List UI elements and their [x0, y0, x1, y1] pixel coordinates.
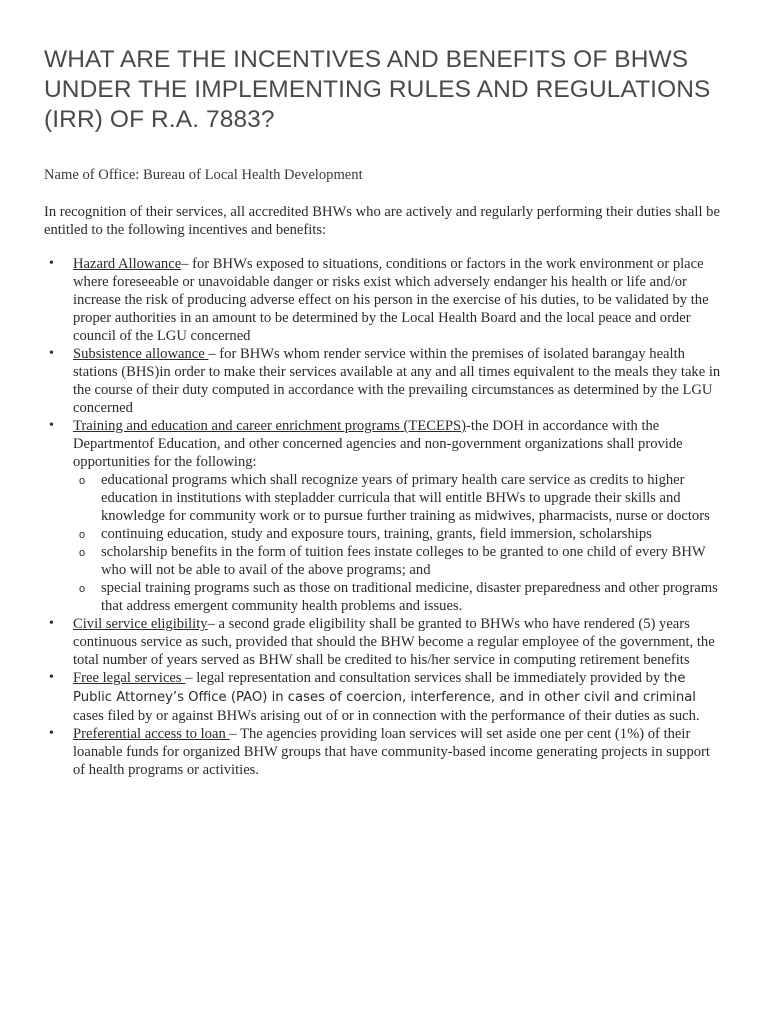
- benefit-civil-service-eligibility: [44, 615, 724, 669]
- bullet-icon: •: [49, 670, 54, 685]
- sub-item-text: scholarship benefits in the form of tuition fees instate colleges to be granted to one child of every BHW who will not be able to avail of the above programs; and: [101, 544, 706, 578]
- bullet-icon: •: [49, 346, 54, 361]
- circle-bullet-icon: o: [79, 475, 86, 487]
- benefit-subsistence-allowance: [44, 345, 724, 417]
- benefit-description: – The agencies providing loan services will set aside one per cent (1%) of their loanable funds for organized BHW groups that have community-based income generating projects in support of health programs or activities.: [73, 726, 710, 778]
- sub-list-item: [73, 525, 724, 543]
- benefit-description: – legal representation and consultation services shall be immediately provided by: [185, 670, 664, 686]
- circle-bullet-icon: o: [79, 529, 86, 541]
- sub-list-item: [73, 471, 724, 525]
- benefit-term: Subsistence allowance: [73, 346, 209, 362]
- benefit-description: -the DOH in accordance with the Departmentof Education, and other concerned agencies and non-government organizations shall provide opportunities for the following:: [73, 418, 683, 470]
- page-title: WHAT ARE THE INCENTIVES AND BENEFITS OF BHWS UNDER THE IMPLEMENTING RULES AND REGULATIONS (IRR) OF R.A. 7883?: [44, 46, 711, 133]
- benefit-description: – a second grade eligibility shall be granted to BHWs who have rendered (5) years continuous service as such, provided that should the BHW become a regular employee of the government, the total number of years served as BHW shall be credited to his/her service in computing retirement benefits: [73, 616, 715, 668]
- sub-item-text: educational programs which shall recognize years of primary health care service as credits to higher education in institutions with stepladder curricula that will entitle BHWs to upgrade their skills and knowledge for community work or to pursue further training as midwives, pharmacists, nurse or doctors: [101, 472, 710, 524]
- teceps-sub-list: [73, 471, 724, 615]
- sub-item-text: special training programs such as those on traditional medicine, disaster preparedness and other programs that address emergent community health problems and issues.: [101, 580, 718, 614]
- benefit-preferential-loan-access: [44, 725, 724, 779]
- benefit-hazard-allowance: [44, 255, 724, 345]
- circle-bullet-icon: o: [79, 583, 86, 595]
- benefit-term: Hazard Allowance: [73, 256, 182, 272]
- sub-list-item: [73, 543, 724, 579]
- sub-item-text: continuing education, study and exposure tours, training, grants, field immersion, scholarships: [101, 526, 652, 542]
- circle-bullet-icon: o: [79, 547, 86, 559]
- intro-paragraph: In recognition of their services, all accredited BHWs who are actively and regularly performing their duties shall be entitled to the following incentives and benefits:: [44, 204, 720, 238]
- bullet-icon: •: [49, 256, 54, 271]
- bullet-icon: •: [49, 726, 54, 741]
- benefit-teceps: [44, 417, 724, 615]
- benefit-term: Civil service eligibility: [73, 616, 208, 632]
- benefit-description-sans: the Public Attorney’s Office (PAO) in cases of coercion, interference, and in other civil and criminal: [73, 671, 696, 705]
- benefit-description: – for BHWs exposed to situations, conditions or factors in the work environment or place where foreseeable or unavoidable danger or risks exist which adversely endanger his health or life and/or increase the risk of producing adverse effect on his person in the exercise of his duties, to be validated by the proper authorities in an amount to be determined by the Local Health Board and the local peace and order council of the LGU concerned: [73, 256, 709, 344]
- benefit-term: Training and education and career enrichment programs (TECEPS): [73, 418, 466, 434]
- benefit-term: Preferential access to loan: [73, 726, 230, 742]
- bullet-icon: •: [49, 418, 54, 433]
- office-name: Name of Office: Bureau of Local Health Development: [44, 167, 363, 183]
- benefit-description: – for BHWs whom render service within the premises of isolated barangay health stations (BHS)in order to make their services available at any and all times equivalent to the meals they take in the course of their duty computed in accordance with the prevailing circumstances as determined by the LGU concerned: [73, 346, 721, 416]
- benefit-description-end: cases filed by or against BHWs arising out of or in connection with the performance of their duties as such.: [73, 708, 700, 724]
- sub-list-item: [73, 579, 724, 615]
- benefit-term: Free legal services: [73, 670, 186, 686]
- bullet-icon: •: [49, 616, 54, 631]
- benefit-free-legal-services: [44, 669, 724, 725]
- benefits-list: [44, 255, 724, 779]
